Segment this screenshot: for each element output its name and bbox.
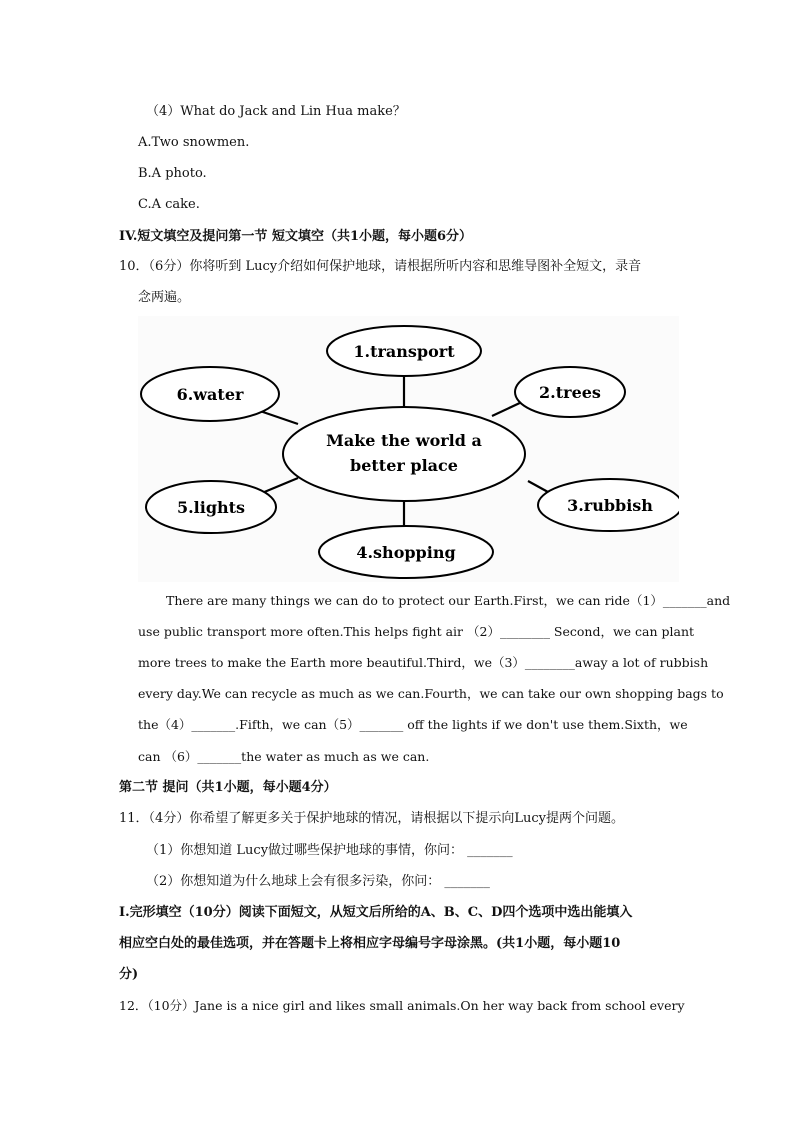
passage-line6: can （6）_______the water as much as we can. [138, 749, 430, 764]
passage-line5: the（4）_______.Fifth，we can（5）_______ off the lights if we don't use them.Sixth，we [138, 717, 688, 732]
q11-stem: 11．（4分）你希望了解更多关于保护地球的情况，请根据以下提示向Lucy提两个问题。 [119, 811, 624, 826]
q4-option-b[interactable]: B.A photo. [138, 166, 207, 181]
node-lights-label: 5.lights [176, 498, 246, 517]
section2-heading: 第二节 提问（共1小题，每小题4分） [119, 780, 337, 795]
q12-line1: 12．（10分）Jane is a nice girl and likes small animals.On her way back from school every [119, 998, 685, 1013]
node-shopping-label: 4.shopping [356, 543, 456, 562]
cloze-heading-line2: 相应空白处的最佳选项，并在答题卡上将相应字母编号字母涂黑。(共1小题，每小题10 [119, 936, 621, 951]
passage-line3: more trees to make the Earth more beautiful.Third，we（3）________away a lot of rubbish [138, 655, 709, 670]
passage-line1: There are many things we can do to protect our Earth.First，we can ride（1）_______and [166, 593, 731, 608]
cloze-heading-line3: 分) [119, 967, 139, 982]
q11-item1: （1）你想知道 Lucy做过哪些保护地球的事情，你问： _______ [146, 843, 513, 858]
center-text-line1: Make the world a [326, 431, 482, 450]
passage-line2: use public transport more often.This helps fight air （2）________ Second，we can plant [138, 624, 695, 639]
cloze-heading-line1: I.完形填空（10分）阅读下面短文，从短文后所给的A、B、C、D四个选项中选出能填入 [119, 905, 633, 920]
section4-heading: IV.短文填空及提问第一节 短文填空（共1小题，每小题6分） [119, 229, 473, 244]
q4-question: （4）What do Jack and Lin Hua make？ [146, 104, 406, 119]
node-rubbish-label: 3.rubbish [567, 496, 653, 515]
q4-option-c[interactable]: C.A cake. [138, 197, 200, 212]
q10-stem-line1: 10．（6分）你将听到 Lucy介绍如何保护地球，请根据所听内容和思维导图补全短文，录音 [119, 259, 642, 274]
passage-line4: every day.We can recycle as much as we can.Fourth，we can take our own shopping bags to [138, 686, 724, 701]
q4-option-a[interactable]: A.Two snowmen. [138, 135, 250, 150]
center-text-line2: better place [350, 456, 458, 475]
q10-stem-line2: 念两遍。 [138, 290, 191, 305]
center-ellipse [283, 407, 525, 501]
node-water-label: 6.water [176, 385, 244, 404]
node-trees-label: 2.trees [539, 383, 601, 402]
node-transport-label: 1.transport [353, 342, 455, 361]
mind-map-diagram [138, 316, 679, 582]
q11-item2: （2）你想知道为什么地球上会有很多污染，你问： _______ [146, 874, 490, 889]
